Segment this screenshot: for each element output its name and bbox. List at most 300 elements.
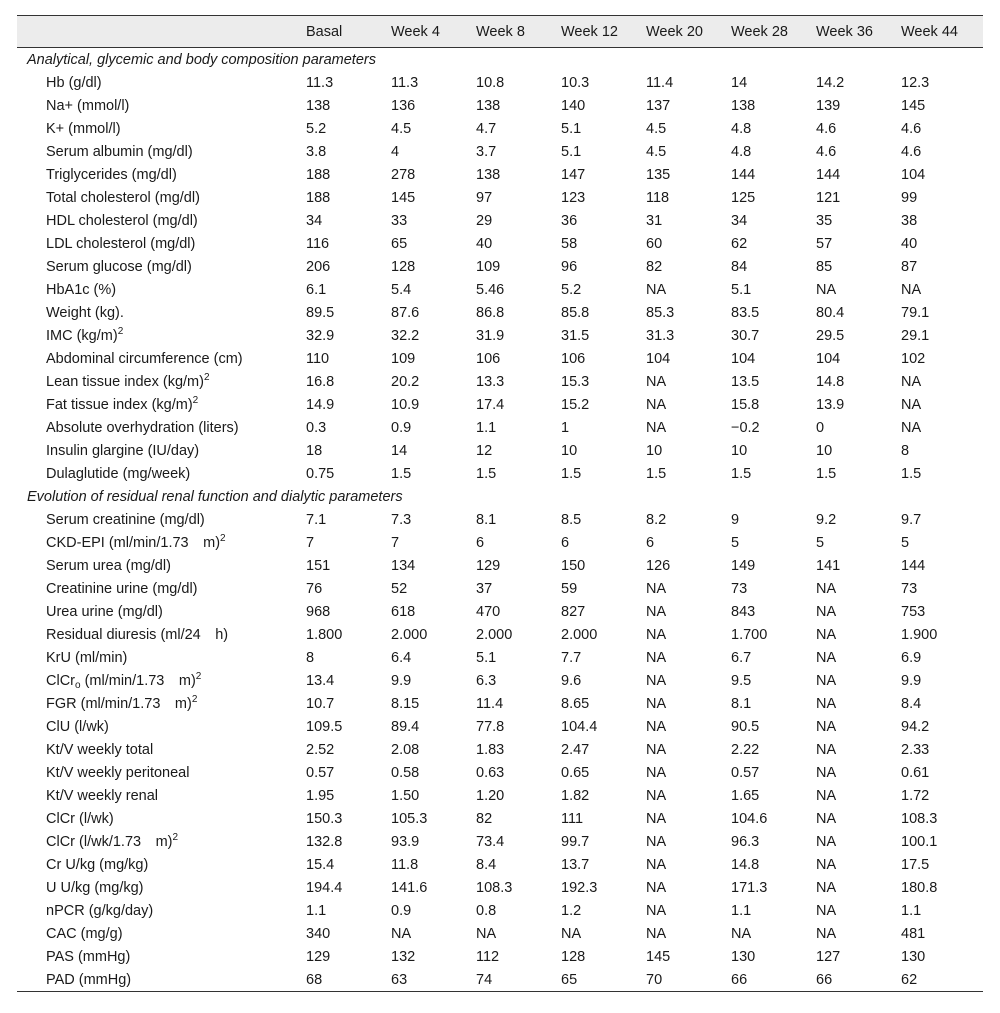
- table-row: [17, 692, 983, 715]
- value-cell: 10.9: [391, 396, 420, 413]
- value-cell: 141: [816, 557, 841, 574]
- value-cell: 10.3: [561, 74, 590, 91]
- table-row: [17, 646, 983, 669]
- section-title: Analytical, glycemic and body composition parameters: [27, 51, 376, 68]
- value-cell: 89.5: [306, 304, 335, 321]
- row-label: Na+ (mmol/l): [46, 97, 130, 114]
- value-cell: 1.2: [561, 902, 582, 919]
- value-cell: 105.3: [391, 810, 428, 827]
- value-cell: 90.5: [731, 718, 760, 735]
- section-header-row: [17, 485, 983, 508]
- value-cell: 1.700: [731, 626, 768, 643]
- row-label: Creatinine urine (mg/dl): [46, 580, 198, 597]
- value-cell: 4.6: [901, 120, 922, 137]
- header-cell-week-44: Week 44: [897, 16, 983, 48]
- row-label-cell: [17, 393, 302, 416]
- row-label-cell: [17, 140, 302, 163]
- row-label-cell: [17, 94, 302, 117]
- value-cell: 145: [391, 189, 416, 206]
- value-cell: NA: [816, 856, 837, 873]
- table-row: [17, 899, 983, 922]
- value-cell: 6.1: [306, 281, 327, 298]
- table-row: [17, 301, 983, 324]
- row-label-cell: [17, 370, 302, 393]
- value-cell: 4.8: [731, 120, 752, 137]
- value-cell: 86.8: [476, 304, 505, 321]
- row-label-cell: [17, 462, 302, 485]
- value-cell: 65: [557, 968, 642, 992]
- value-cell: 192.3: [561, 879, 598, 896]
- table-row: [17, 71, 983, 94]
- value-cell: 104: [731, 350, 756, 367]
- value-cell: 1.800: [306, 626, 343, 643]
- value-cell: 5: [816, 534, 825, 551]
- value-cell: 4.5: [646, 143, 667, 160]
- table-row: [17, 623, 983, 646]
- value-cell: 14.8: [816, 373, 845, 390]
- value-cell: 2.33: [901, 741, 930, 758]
- value-cell: 31.3: [646, 327, 675, 344]
- value-cell: NA: [561, 925, 582, 942]
- value-cell: 12: [476, 442, 493, 459]
- value-cell: 1.1: [731, 902, 752, 919]
- row-label-superscript: 2: [192, 394, 199, 406]
- value-cell: 1.1: [901, 902, 922, 919]
- row-label-cell: [17, 600, 302, 623]
- value-cell: 15.2: [561, 396, 590, 413]
- value-cell: NA: [816, 603, 837, 620]
- value-cell: 74: [472, 968, 557, 992]
- value-cell: 139: [816, 97, 841, 114]
- table-row: [17, 807, 983, 830]
- value-cell: 62: [731, 235, 748, 252]
- value-cell: 110: [306, 350, 330, 367]
- value-cell: 8.15: [391, 695, 420, 712]
- value-cell: 104: [646, 350, 671, 367]
- value-cell: 14: [391, 442, 408, 459]
- value-cell: NA: [646, 396, 667, 413]
- value-cell: 6.4: [391, 649, 412, 666]
- value-cell: 0.57: [306, 764, 335, 781]
- value-cell: NA: [901, 281, 922, 298]
- value-cell: 206: [306, 258, 331, 275]
- value-cell: 6.3: [476, 672, 497, 689]
- value-cell: 116: [306, 235, 330, 252]
- value-cell: 0.3: [306, 419, 327, 436]
- row-label-cell: [17, 830, 302, 853]
- header-cell-week-20: Week 20: [642, 16, 727, 48]
- value-cell: 3.8: [306, 143, 327, 160]
- value-cell: 123: [561, 189, 586, 206]
- header-cell-week-4: Week 4: [387, 16, 472, 48]
- value-cell: 73: [901, 580, 918, 597]
- value-cell: 10.7: [306, 695, 335, 712]
- table-row: [17, 715, 983, 738]
- value-cell: 0.63: [476, 764, 505, 781]
- row-label: U U/kg (mg/kg): [46, 879, 144, 896]
- value-cell: 1.5: [731, 465, 752, 482]
- value-cell: 4.8: [731, 143, 752, 160]
- value-cell: 5.1: [561, 143, 582, 160]
- value-cell: 3.7: [476, 143, 497, 160]
- table-row: [17, 462, 983, 485]
- value-cell: 65: [391, 235, 408, 252]
- value-cell: NA: [816, 764, 837, 781]
- value-cell: 121: [816, 189, 841, 206]
- row-label-cell: [17, 945, 302, 968]
- value-cell: 147: [561, 166, 586, 183]
- value-cell: 84: [731, 258, 748, 275]
- value-cell: 79.1: [901, 304, 930, 321]
- value-cell: 1.82: [561, 787, 590, 804]
- value-cell: 194.4: [306, 879, 343, 896]
- row-label-cell: [17, 899, 302, 922]
- value-cell: NA: [816, 626, 837, 643]
- value-cell: 73.4: [476, 833, 505, 850]
- value-cell: 62: [897, 968, 983, 992]
- header-cell-parameter: [17, 16, 302, 48]
- row-label: Dulaglutide (mg/week): [46, 465, 191, 482]
- value-cell: 10.8: [476, 74, 505, 91]
- value-cell: NA: [646, 695, 667, 712]
- row-label-cell: [17, 301, 302, 324]
- value-cell: 40: [901, 235, 918, 252]
- row-label-cell: [17, 186, 302, 209]
- value-cell: NA: [646, 856, 667, 873]
- table-row: [17, 922, 983, 945]
- row-label: CAC (mg/g): [46, 925, 123, 942]
- value-cell: 0.75: [306, 465, 335, 482]
- row-label-superscript: 2: [220, 532, 226, 544]
- value-cell: 188: [306, 189, 331, 206]
- value-cell: 76: [306, 580, 323, 597]
- value-cell: 125: [731, 189, 756, 206]
- value-cell: 5.1: [476, 649, 497, 666]
- table-row: [17, 600, 983, 623]
- value-cell: 1.83: [476, 741, 505, 758]
- row-label-cell: [17, 577, 302, 600]
- value-cell: 180.8: [901, 879, 938, 896]
- value-cell: 20.2: [391, 373, 420, 390]
- table-container: [17, 15, 983, 992]
- value-cell: 8.1: [731, 695, 752, 712]
- value-cell: 6.9: [901, 649, 922, 666]
- table-row: [17, 393, 983, 416]
- value-cell: 7: [391, 534, 400, 551]
- value-cell: NA: [816, 879, 837, 896]
- value-cell: 104.4: [561, 718, 598, 735]
- value-cell: NA: [646, 833, 667, 850]
- value-cell: 8.65: [561, 695, 590, 712]
- row-label: CKD-EPI (ml/min/1.73 m): [46, 534, 221, 551]
- row-label-cell: [17, 738, 302, 761]
- header-cell-basal: Basal: [302, 16, 387, 48]
- value-cell: NA: [816, 810, 837, 827]
- value-cell: 30.7: [731, 327, 760, 344]
- row-label: FGR (ml/min/1.73 m): [46, 695, 192, 712]
- table-row: [17, 853, 983, 876]
- value-cell: NA: [646, 672, 667, 689]
- value-cell: 85.3: [646, 304, 675, 321]
- value-cell: 8: [901, 442, 910, 459]
- value-cell: 52: [391, 580, 408, 597]
- row-label: Kt/V weekly total: [46, 741, 154, 758]
- row-label-cell: [17, 163, 302, 186]
- value-cell: 112: [476, 948, 500, 965]
- value-cell: 470: [476, 603, 501, 620]
- value-cell: 1.72: [901, 787, 930, 804]
- row-label-cell: [17, 692, 302, 715]
- table-body: [17, 48, 983, 992]
- value-cell: 58: [561, 235, 578, 252]
- value-cell: 138: [731, 97, 756, 114]
- value-cell: 40: [476, 235, 493, 252]
- table-row: [17, 669, 983, 692]
- value-cell: 1.95: [306, 787, 335, 804]
- value-cell: 60: [646, 235, 663, 252]
- value-cell: 13.3: [476, 373, 505, 390]
- value-cell: 1: [561, 419, 570, 436]
- value-cell: 9.7: [901, 511, 922, 528]
- value-cell: 31.5: [561, 327, 590, 344]
- table-row: [17, 347, 983, 370]
- value-cell: 1.20: [476, 787, 505, 804]
- value-cell: 106: [476, 350, 501, 367]
- value-cell: 149: [731, 557, 756, 574]
- value-cell: 73: [731, 580, 748, 597]
- value-cell: NA: [816, 787, 837, 804]
- value-cell: 4.5: [646, 120, 667, 137]
- row-label: ClCr: [46, 672, 75, 689]
- value-cell: 5.4: [391, 281, 412, 298]
- row-label-cell: [17, 255, 302, 278]
- row-label-cell: [17, 554, 302, 577]
- value-cell: 1.5: [561, 465, 582, 482]
- row-label-cell: [17, 807, 302, 830]
- value-cell: 2.22: [731, 741, 760, 758]
- value-cell: 10: [646, 442, 663, 459]
- value-cell: NA: [646, 626, 667, 643]
- value-cell: 130: [731, 948, 756, 965]
- value-cell: 11.4: [476, 695, 504, 712]
- value-cell: 128: [391, 258, 416, 275]
- value-cell: 9.9: [901, 672, 922, 689]
- value-cell: NA: [646, 764, 667, 781]
- value-cell: 140: [561, 97, 586, 114]
- value-cell: 1.1: [306, 902, 327, 919]
- row-label-cell: [17, 416, 302, 439]
- data-table: [17, 15, 983, 992]
- value-cell: 7.3: [391, 511, 412, 528]
- row-label: LDL cholesterol (mg/dl): [46, 235, 196, 252]
- table-header: [17, 16, 983, 48]
- value-cell: 4.6: [816, 120, 837, 137]
- row-label: Insulin glargine (IU/day): [46, 442, 200, 459]
- value-cell: −0.2: [731, 419, 760, 436]
- value-cell: 8.1: [476, 511, 497, 528]
- row-label: Kt/V weekly peritoneal: [46, 764, 190, 781]
- header-cell-week-8: Week 8: [472, 16, 557, 48]
- value-cell: 35: [816, 212, 833, 229]
- value-cell: 2.000: [561, 626, 598, 643]
- table-row: [17, 278, 983, 301]
- row-label: HbA1c (%): [46, 281, 117, 298]
- value-cell: 5: [901, 534, 910, 551]
- value-cell: NA: [391, 925, 412, 942]
- value-cell: 0: [816, 419, 825, 436]
- value-cell: 18: [306, 442, 323, 459]
- value-cell: 63: [387, 968, 472, 992]
- row-label-cell: [17, 646, 302, 669]
- value-cell: 0.57: [731, 764, 760, 781]
- value-cell: 753: [901, 603, 926, 620]
- value-cell: NA: [646, 603, 667, 620]
- row-label-cell: [17, 531, 302, 554]
- table-row: [17, 876, 983, 899]
- value-cell: 7.7: [561, 649, 582, 666]
- value-cell: 68: [302, 968, 387, 992]
- value-cell: 2.08: [391, 741, 420, 758]
- row-label-cell: [17, 278, 302, 301]
- value-cell: 1.5: [816, 465, 837, 482]
- table-row: [17, 439, 983, 462]
- value-cell: 14: [731, 74, 748, 91]
- value-cell: 37: [476, 580, 493, 597]
- value-cell: 100.1: [901, 833, 938, 850]
- value-cell: 109.5: [306, 718, 343, 735]
- row-label: Lean tissue index (kg/m): [46, 373, 204, 390]
- header-cell-week-36: Week 36: [812, 16, 897, 48]
- value-cell: 10: [731, 442, 748, 459]
- value-cell: 1.50: [391, 787, 420, 804]
- value-cell: 104: [816, 350, 841, 367]
- value-cell: 94.2: [901, 718, 930, 735]
- value-cell: 14.8: [731, 856, 760, 873]
- value-cell: NA: [816, 741, 837, 758]
- row-label: KrU (ml/min): [46, 649, 128, 666]
- value-cell: 1.1: [476, 419, 497, 436]
- value-cell: 109: [391, 350, 416, 367]
- value-cell: 0.9: [391, 902, 412, 919]
- value-cell: 0.9: [391, 419, 412, 436]
- value-cell: 9.6: [561, 672, 582, 689]
- value-cell: 0.61: [901, 764, 930, 781]
- value-cell: 102: [901, 350, 926, 367]
- value-cell: 151: [306, 557, 331, 574]
- table-row: [17, 186, 983, 209]
- value-cell: 9.2: [816, 511, 837, 528]
- value-cell: 278: [391, 166, 416, 183]
- row-label: HDL cholesterol (mg/dl): [46, 212, 198, 229]
- value-cell: 10: [816, 442, 833, 459]
- value-cell: 8.2: [646, 511, 667, 528]
- value-cell: 29: [476, 212, 493, 229]
- value-cell: 15.3: [561, 373, 590, 390]
- value-cell: NA: [816, 281, 837, 298]
- value-cell: 66: [812, 968, 897, 992]
- value-cell: 340: [306, 925, 331, 942]
- table-row: [17, 209, 983, 232]
- row-label-cell: [17, 347, 302, 370]
- value-cell: 36: [561, 212, 578, 229]
- value-cell: 132.8: [306, 833, 343, 850]
- value-cell: 4.5: [391, 120, 412, 137]
- value-cell: 138: [476, 166, 501, 183]
- value-cell: 171.3: [731, 879, 768, 896]
- table-row: [17, 163, 983, 186]
- row-label: Triglycerides (mg/dl): [46, 166, 177, 183]
- value-cell: 14.9: [306, 396, 335, 413]
- row-label-superscript: 2: [172, 831, 179, 843]
- value-cell: 1.5: [476, 465, 497, 482]
- value-cell: 31: [646, 212, 663, 229]
- row-label: Residual diuresis (ml/24 h): [46, 626, 229, 643]
- value-cell: 4.6: [816, 143, 837, 160]
- value-cell: 99: [901, 189, 918, 206]
- value-cell: NA: [646, 902, 667, 919]
- row-label: PAD (mmHg): [46, 971, 132, 988]
- row-label-cell: [17, 623, 302, 646]
- value-cell: 8: [306, 649, 315, 666]
- table-row: [17, 508, 983, 531]
- value-cell: NA: [816, 649, 837, 666]
- value-cell: 127: [816, 948, 841, 965]
- value-cell: 827: [561, 603, 586, 620]
- value-cell: 618: [391, 603, 416, 620]
- value-cell: NA: [816, 902, 837, 919]
- value-cell: 5.46: [476, 281, 505, 298]
- value-cell: NA: [646, 879, 667, 896]
- value-cell: 82: [476, 810, 493, 827]
- value-cell: 97: [476, 189, 493, 206]
- value-cell: 32.2: [391, 327, 420, 344]
- row-label-cell: [17, 761, 302, 784]
- value-cell: 96: [561, 258, 578, 275]
- value-cell: 129: [476, 557, 501, 574]
- value-cell: 11.3: [391, 74, 419, 91]
- value-cell: 87.6: [391, 304, 420, 321]
- value-cell: 11.3: [306, 74, 334, 91]
- value-cell: 10: [561, 442, 578, 459]
- value-cell: 128: [561, 948, 586, 965]
- value-cell: 106: [561, 350, 586, 367]
- value-cell: 136: [391, 97, 416, 114]
- value-cell: 104: [901, 166, 926, 183]
- value-cell: 93.9: [391, 833, 420, 850]
- value-cell: 1.900: [901, 626, 938, 643]
- row-label: IMC (kg/m): [46, 327, 118, 344]
- row-label: PAS (mmHg): [46, 948, 131, 965]
- value-cell: 0.8: [476, 902, 497, 919]
- table-row: [17, 761, 983, 784]
- value-cell: 145: [901, 97, 926, 114]
- value-cell: NA: [646, 925, 667, 942]
- value-cell: NA: [646, 580, 667, 597]
- header-row: [17, 16, 983, 48]
- value-cell: 85: [816, 258, 833, 275]
- value-cell: 188: [306, 166, 331, 183]
- value-cell: 104.6: [731, 810, 768, 827]
- row-label-cell: [17, 71, 302, 94]
- row-label: Serum creatinine (mg/dl): [46, 511, 205, 528]
- table-row: [17, 554, 983, 577]
- table-row: [17, 232, 983, 255]
- value-cell: 4.6: [901, 143, 922, 160]
- row-label-superscript: 2: [203, 371, 210, 383]
- value-cell: 145: [646, 948, 671, 965]
- row-label: ClCr (l/wk/1.73 m): [46, 833, 173, 850]
- value-cell: 4: [391, 143, 400, 160]
